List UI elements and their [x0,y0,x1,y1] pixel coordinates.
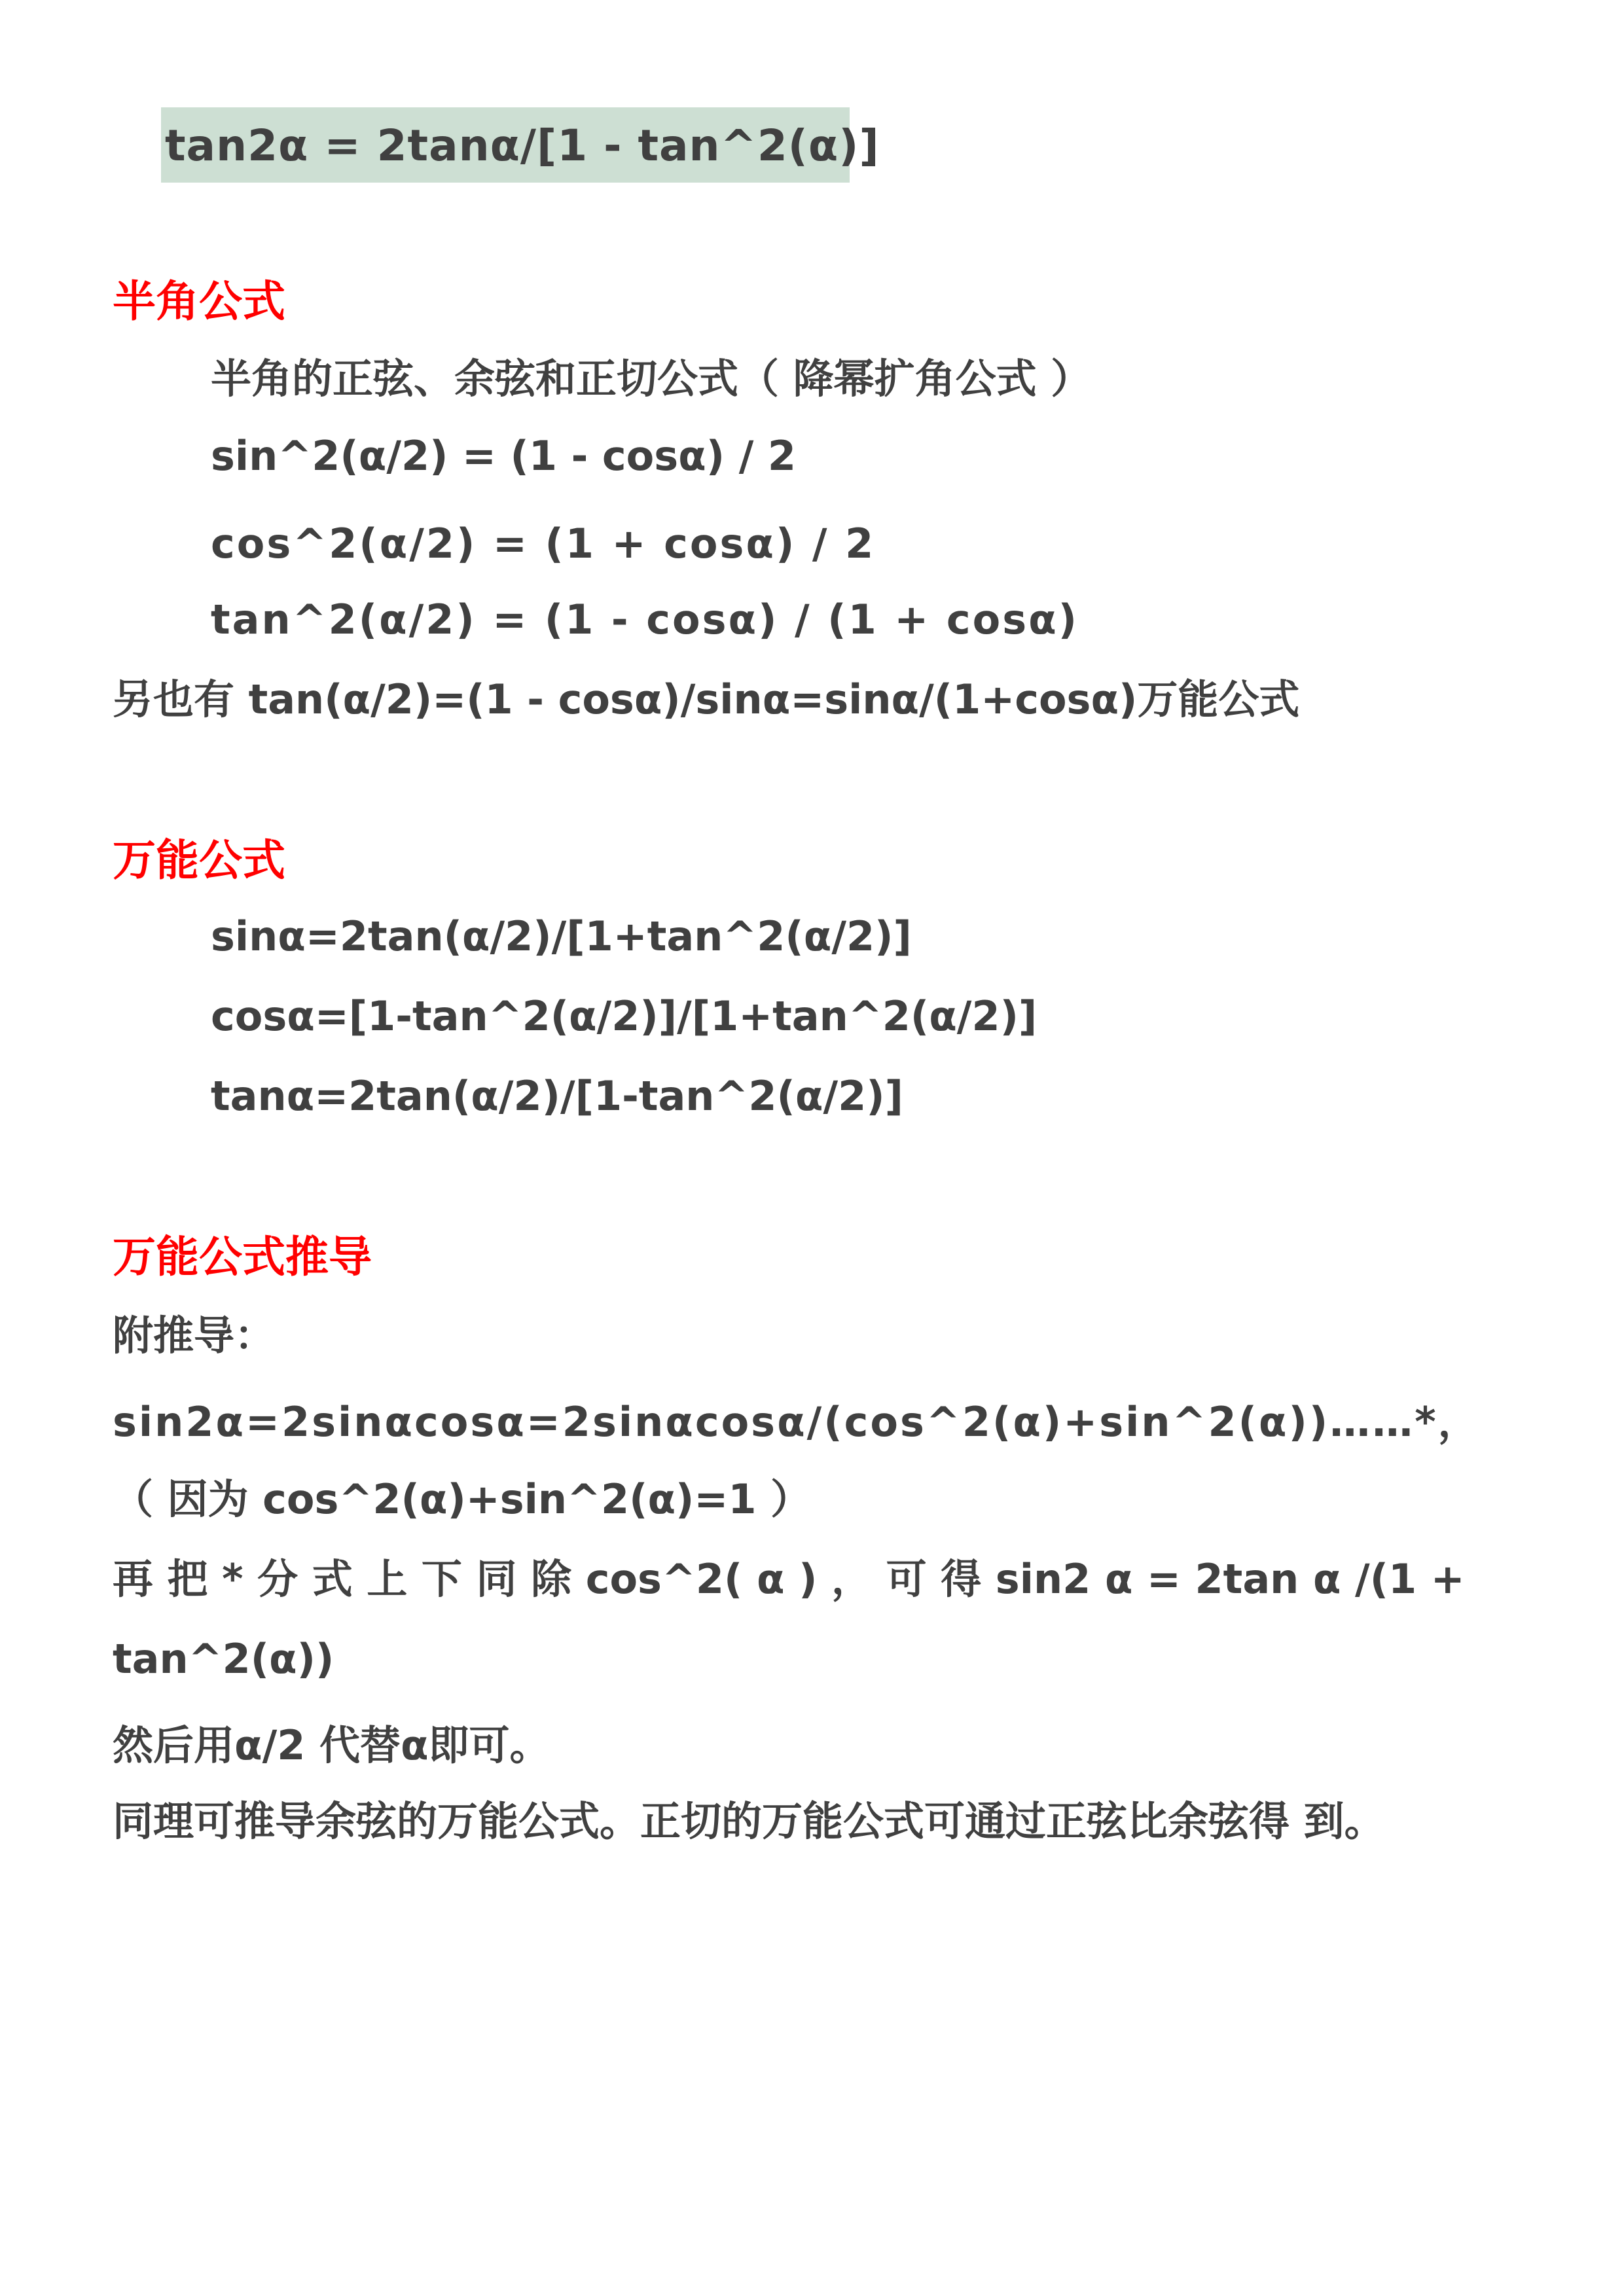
derivation-line-6: 同理可推导余弦的万能公式。正切的万能公式可通过正弦比余弦得 到。 [113,1797,1385,1845]
derivation-line-5: 然后用α/2 代替α即可。 [113,1721,550,1769]
half-angle-cos-formula: cos^2(α/2) = (1 + cosα) / 2 [211,520,876,567]
universal-sin-formula: sinα=2tan(α/2)/[1+tan^2(α/2)] [211,912,912,960]
half-angle-heading: 半角公式 [113,276,285,327]
derivation-line-1: sin2α=2sinαcosα=2sinαcosα/(cos^2(α)+sin^2(α))……*， [113,1398,1481,1446]
derivation-line-3: 再 把 * 分 式 上 下 同 除 cos^2( α ) ， 可 得 sin2 α = 2tan α /(1 + [113,1555,1465,1603]
half-angle-subtitle: 半角的正弦、余弦和正切公式（ 降幂扩角公式 ） [211,355,1092,403]
tan-double-angle-formula: tan2α = 2tanα/[1 - tan^2(α)] [165,120,880,171]
universal-cos-formula: cosα=[1-tan^2(α/2)]/[1+tan^2(α/2)] [211,992,1038,1040]
derivation-line-2: （ 因为 cos^2(α)+sin^2(α)=1 ） [113,1475,812,1523]
half-angle-sin-formula: sin^2(α/2) = (1 - cosα) / 2 [211,432,797,480]
half-angle-note: 另也有 tan(α/2)=(1 - cosα)/sinα=sinα/(1+cosα)万能公式 [113,675,1300,723]
half-angle-tan-formula: tan^2(α/2) = (1 - cosα) / (1 + cosα) [211,596,1079,643]
derivation-heading: 万能公式推导 [113,1232,372,1282]
universal-tan-formula: tanα=2tan(α/2)/[1-tan^2(α/2)] [211,1072,903,1120]
derivation-line-4: tan^2(α)) [113,1635,334,1683]
derivation-intro: 附推导： [113,1312,276,1359]
universal-heading: 万能公式 [113,835,285,886]
